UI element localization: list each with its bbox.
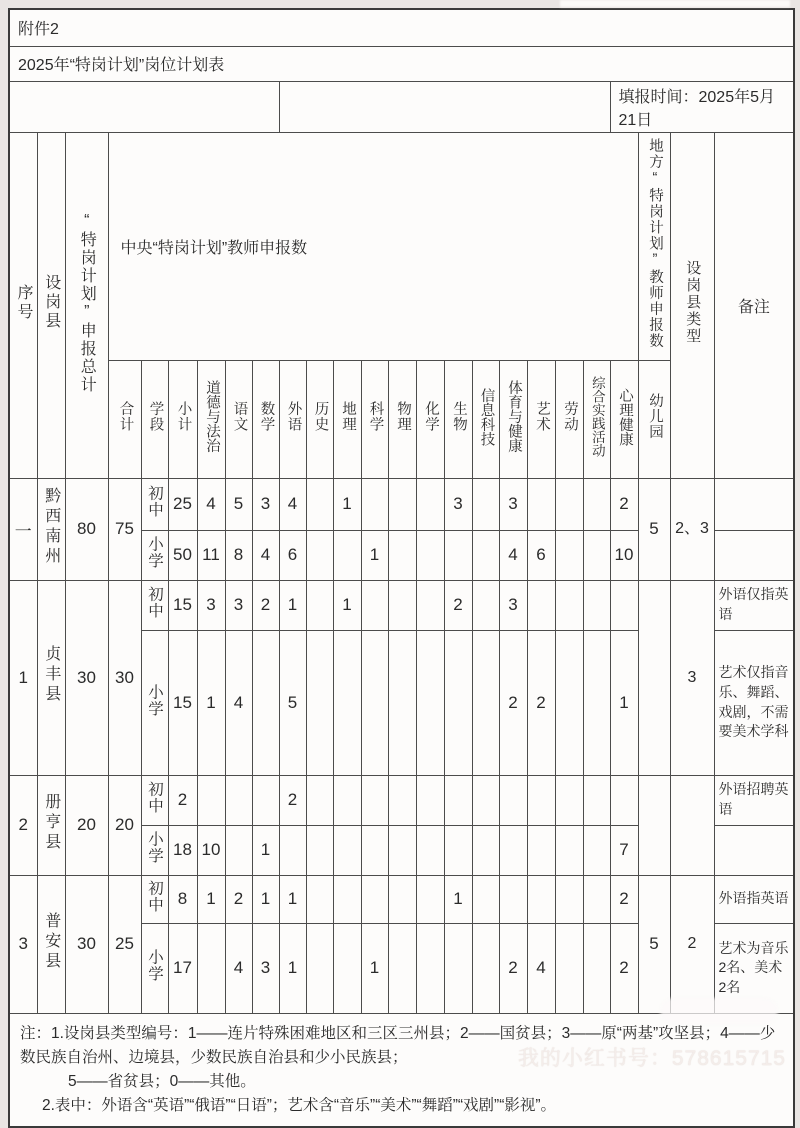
value-cell xyxy=(583,875,610,923)
col-header-total-label: “特岗计划”申报总计 xyxy=(78,211,96,394)
value-cell xyxy=(306,478,333,530)
sum-cell: 75 xyxy=(108,478,141,580)
col-header-county-label: 设岗县 xyxy=(42,274,60,331)
value-cell: 1 xyxy=(610,630,638,775)
value-cell xyxy=(306,580,333,630)
value-cell xyxy=(388,875,416,923)
value-cell: 15 xyxy=(168,580,197,630)
value-cell: 4 xyxy=(527,923,555,1013)
value-cell: 8 xyxy=(168,875,197,923)
value-cell xyxy=(444,630,472,775)
col-header-youeryuan-label: 幼儿园 xyxy=(646,393,663,440)
value-cell: 1 xyxy=(197,630,225,775)
value-cell xyxy=(555,630,583,775)
remark-cell: 艺术仅指音乐、舞蹈、戏剧，不需要美术学科 xyxy=(714,630,794,775)
type-cell: 3 xyxy=(670,580,714,775)
col-header-heji xyxy=(108,360,141,478)
value-cell xyxy=(555,478,583,530)
value-cell: 18 xyxy=(168,825,197,875)
remark-cell xyxy=(714,825,794,875)
type-cell: 2 xyxy=(670,875,714,1013)
col-header-laodong xyxy=(555,360,583,478)
value-cell xyxy=(388,775,416,825)
value-cell xyxy=(499,825,527,875)
stage-label xyxy=(141,825,168,875)
blank-cell xyxy=(279,81,610,132)
stage-label-text: 初中 xyxy=(146,586,164,619)
kindergarten-cell: 5 xyxy=(638,478,670,580)
value-cell xyxy=(527,580,555,630)
value-cell xyxy=(472,775,499,825)
value-cell: 1 xyxy=(279,580,306,630)
col-header-lishi xyxy=(306,360,333,478)
value-cell: 6 xyxy=(279,530,306,580)
remark-cell xyxy=(714,530,794,580)
col-header-shengwu xyxy=(444,360,472,478)
remark-cell: 外语招聘英语 xyxy=(714,775,794,825)
col-header-no xyxy=(9,132,37,478)
value-cell xyxy=(444,775,472,825)
value-cell xyxy=(583,580,610,630)
document-sheet xyxy=(8,8,792,1128)
value-cell xyxy=(527,875,555,923)
value-cell xyxy=(610,775,638,825)
stage-label-text: 初中 xyxy=(146,880,164,913)
value-cell xyxy=(472,825,499,875)
value-cell: 4 xyxy=(252,530,279,580)
value-cell: 1 xyxy=(361,530,388,580)
col-header-huaxue-label: 化学 xyxy=(422,401,439,432)
fill-date-label: 填报时间：2025年5月21日 xyxy=(610,81,794,132)
value-cell xyxy=(583,478,610,530)
value-cell: 50 xyxy=(168,530,197,580)
value-cell: 3 xyxy=(444,478,472,530)
value-cell xyxy=(416,825,444,875)
value-cell xyxy=(555,825,583,875)
value-cell xyxy=(555,923,583,1013)
value-cell: 3 xyxy=(252,923,279,1013)
kindergarten-cell xyxy=(638,580,670,775)
note-line-1: 注：1.设岗县类型编号：1——连片特殊困难地区和三区三州县；2——国贫县；3——原“两基”攻坚县；4——少数民族自治州、边境县，少数民族自治县和少小民族县； xyxy=(20,1024,776,1066)
value-cell: 1 xyxy=(252,875,279,923)
stage-label-text: 小学 xyxy=(146,949,164,982)
value-cell xyxy=(416,923,444,1013)
county-name-label: 册亨县 xyxy=(42,792,60,853)
col-header-daode-label: 道德与法治 xyxy=(203,380,220,453)
col-header-tiyu xyxy=(499,360,527,478)
value-cell xyxy=(333,923,361,1013)
col-header-yishu xyxy=(527,360,555,478)
value-cell xyxy=(306,530,333,580)
row-number: 2 xyxy=(9,775,37,875)
col-header-total xyxy=(65,132,108,478)
value-cell xyxy=(583,923,610,1013)
col-header-xinxi-label: 信息科技 xyxy=(478,387,495,446)
sum-cell: 25 xyxy=(108,875,141,1013)
value-cell: 2 xyxy=(527,630,555,775)
remark-cell: 外语仅指英语 xyxy=(714,580,794,630)
col-header-type-label: 设岗县类型 xyxy=(684,260,702,345)
value-cell xyxy=(333,775,361,825)
type-cell: 2、3 xyxy=(670,478,714,580)
value-cell xyxy=(499,775,527,825)
value-cell xyxy=(583,630,610,775)
value-cell xyxy=(555,875,583,923)
note-line-3: 2.表中：外语含“英语”“俄语”“日语”；艺术含“音乐”“美术”“舞蹈”“戏剧”“影视”。 xyxy=(42,1096,557,1114)
value-cell xyxy=(306,825,333,875)
value-cell: 17 xyxy=(168,923,197,1013)
col-header-wuli-label: 物理 xyxy=(394,401,411,432)
total-cell: 20 xyxy=(65,775,108,875)
value-cell xyxy=(388,630,416,775)
value-cell xyxy=(306,875,333,923)
stage-label-text: 小学 xyxy=(146,536,164,569)
value-cell: 10 xyxy=(610,530,638,580)
county-name xyxy=(37,580,65,775)
post-plan-table xyxy=(8,8,795,1128)
value-cell xyxy=(444,530,472,580)
county-name xyxy=(37,478,65,580)
col-header-wuli xyxy=(388,360,416,478)
value-cell xyxy=(527,825,555,875)
value-cell: 1 xyxy=(252,825,279,875)
value-cell: 3 xyxy=(499,478,527,530)
col-header-zonghe-label: 综合实践活动 xyxy=(589,376,605,457)
value-cell: 11 xyxy=(197,530,225,580)
value-cell: 2 xyxy=(499,923,527,1013)
value-cell: 2 xyxy=(225,875,252,923)
value-cell xyxy=(333,630,361,775)
value-cell: 1 xyxy=(333,580,361,630)
value-cell xyxy=(306,923,333,1013)
value-cell xyxy=(472,478,499,530)
value-cell: 1 xyxy=(197,875,225,923)
stage-label xyxy=(141,630,168,775)
col-header-yishu-label: 艺术 xyxy=(533,401,550,432)
value-cell xyxy=(416,630,444,775)
row-number: 一 xyxy=(9,478,37,580)
value-cell xyxy=(361,825,388,875)
stage-label-text: 初中 xyxy=(146,781,164,814)
stage-label xyxy=(141,875,168,923)
watermark-text: 我的小红书号：578615715 xyxy=(517,1047,786,1070)
stage-label xyxy=(141,775,168,825)
col-header-zonghe xyxy=(583,360,610,478)
col-header-dili-label: 地理 xyxy=(339,401,356,432)
value-cell xyxy=(279,825,306,875)
col-header-xinxi xyxy=(472,360,499,478)
stage-label xyxy=(141,530,168,580)
stage-label-text: 初中 xyxy=(146,485,164,518)
notes-cell xyxy=(9,1013,794,1127)
col-header-xinli-label: 心理健康 xyxy=(616,387,633,446)
note-line-2: 5——省贫县；0——其他。 xyxy=(68,1072,256,1090)
value-cell xyxy=(472,580,499,630)
col-header-remark: 备注 xyxy=(714,132,794,478)
value-cell: 1 xyxy=(444,875,472,923)
county-name-label: 普安县 xyxy=(42,911,60,972)
remark-cell xyxy=(714,478,794,530)
value-cell: 25 xyxy=(168,478,197,530)
stage-label xyxy=(141,478,168,530)
total-cell: 30 xyxy=(65,875,108,1013)
remark-cell: 外语指英语 xyxy=(714,875,794,923)
stage-label xyxy=(141,923,168,1013)
value-cell: 2 xyxy=(444,580,472,630)
value-cell xyxy=(388,923,416,1013)
value-cell xyxy=(333,875,361,923)
col-header-waiyu xyxy=(279,360,306,478)
value-cell xyxy=(388,530,416,580)
value-cell xyxy=(610,580,638,630)
value-cell xyxy=(333,825,361,875)
value-cell xyxy=(333,530,361,580)
watermark-blur-top xyxy=(560,0,790,7)
value-cell xyxy=(583,825,610,875)
col-header-tiyu-label: 体育与健康 xyxy=(505,380,522,453)
county-name xyxy=(37,875,65,1013)
stage-label-text: 小学 xyxy=(146,831,164,864)
col-header-yuwen-label: 语文 xyxy=(231,401,248,432)
value-cell: 15 xyxy=(168,630,197,775)
col-header-laodong-label: 劳动 xyxy=(561,401,578,432)
total-cell: 30 xyxy=(65,580,108,775)
col-header-xiaoji-label: 小计 xyxy=(175,401,192,432)
value-cell: 4 xyxy=(197,478,225,530)
county-name-label: 贞丰县 xyxy=(42,645,60,705)
value-cell xyxy=(361,875,388,923)
value-cell xyxy=(416,580,444,630)
value-cell xyxy=(361,478,388,530)
value-cell xyxy=(225,775,252,825)
value-cell xyxy=(416,875,444,923)
col-header-lishi-label: 历史 xyxy=(312,401,329,432)
value-cell xyxy=(416,775,444,825)
value-cell xyxy=(444,825,472,875)
col-header-xueduan xyxy=(141,360,168,478)
value-cell xyxy=(555,775,583,825)
value-cell: 4 xyxy=(225,630,252,775)
value-cell xyxy=(225,825,252,875)
col-header-local xyxy=(638,132,670,360)
stage-label xyxy=(141,580,168,630)
row-number: 3 xyxy=(9,875,37,1013)
col-header-no-label: 序号 xyxy=(15,283,33,322)
col-header-heji-label: 合计 xyxy=(117,401,134,432)
col-header-type xyxy=(670,132,714,478)
value-cell xyxy=(388,580,416,630)
value-cell: 2 xyxy=(168,775,197,825)
value-cell xyxy=(555,580,583,630)
page-title: 2025年“特岗计划”岗位计划表 xyxy=(9,46,794,81)
col-header-xiaoji xyxy=(168,360,197,478)
value-cell xyxy=(583,775,610,825)
col-header-shengwu-label: 生物 xyxy=(450,401,467,432)
col-header-local-label: 地方“特岗计划”教师申报数 xyxy=(646,138,663,349)
value-cell xyxy=(388,478,416,530)
value-cell: 2 xyxy=(610,923,638,1013)
value-cell xyxy=(527,478,555,530)
col-header-shuxue xyxy=(252,360,279,478)
blank-cell xyxy=(9,81,279,132)
value-cell xyxy=(361,580,388,630)
col-header-shuxue-label: 数学 xyxy=(258,401,275,432)
value-cell xyxy=(361,775,388,825)
value-cell: 4 xyxy=(225,923,252,1013)
value-cell: 8 xyxy=(225,530,252,580)
value-cell xyxy=(197,775,225,825)
value-cell xyxy=(306,775,333,825)
value-cell: 1 xyxy=(279,923,306,1013)
value-cell xyxy=(252,630,279,775)
value-cell: 2 xyxy=(499,630,527,775)
stage-label-text: 小学 xyxy=(146,683,164,717)
county-name-label: 黔西南州 xyxy=(42,486,60,567)
value-cell xyxy=(361,630,388,775)
value-cell: 3 xyxy=(499,580,527,630)
value-cell: 7 xyxy=(610,825,638,875)
value-cell: 4 xyxy=(279,478,306,530)
col-header-daode xyxy=(197,360,225,478)
col-header-xueduan-label: 学段 xyxy=(147,401,164,432)
col-header-dili xyxy=(333,360,361,478)
value-cell: 5 xyxy=(225,478,252,530)
kindergarten-cell: 5 xyxy=(638,875,670,1013)
value-cell: 1 xyxy=(333,478,361,530)
value-cell xyxy=(472,875,499,923)
value-cell xyxy=(197,923,225,1013)
col-header-central: 中央“特岗计划”教师申报数 xyxy=(108,132,638,360)
value-cell xyxy=(583,530,610,580)
col-header-kexue-label: 科学 xyxy=(367,401,384,432)
col-header-yuwen xyxy=(225,360,252,478)
value-cell xyxy=(472,530,499,580)
attachment-label: 附件2 xyxy=(9,9,794,46)
type-cell xyxy=(670,775,714,875)
value-cell: 2 xyxy=(610,478,638,530)
kindergarten-cell xyxy=(638,775,670,875)
col-header-kexue xyxy=(361,360,388,478)
value-cell xyxy=(416,478,444,530)
value-cell xyxy=(472,923,499,1013)
value-cell: 1 xyxy=(361,923,388,1013)
remark-cell: 艺术为音乐2名、美术2名 xyxy=(714,923,794,1013)
value-cell: 6 xyxy=(527,530,555,580)
value-cell: 4 xyxy=(499,530,527,580)
value-cell: 3 xyxy=(225,580,252,630)
value-cell xyxy=(472,630,499,775)
value-cell xyxy=(416,530,444,580)
value-cell xyxy=(252,775,279,825)
value-cell xyxy=(388,825,416,875)
county-name xyxy=(37,775,65,875)
value-cell: 1 xyxy=(279,875,306,923)
value-cell xyxy=(306,630,333,775)
value-cell: 3 xyxy=(252,478,279,530)
sum-cell: 30 xyxy=(108,580,141,775)
value-cell xyxy=(527,775,555,825)
value-cell: 3 xyxy=(197,580,225,630)
value-cell: 2 xyxy=(279,775,306,825)
col-header-youeryuan xyxy=(638,360,670,478)
value-cell: 2 xyxy=(252,580,279,630)
value-cell xyxy=(555,530,583,580)
col-header-huaxue xyxy=(416,360,444,478)
row-number: 1 xyxy=(9,580,37,775)
col-header-xinli xyxy=(610,360,638,478)
col-header-waiyu-label: 外语 xyxy=(285,401,302,432)
total-cell: 80 xyxy=(65,478,108,580)
value-cell: 2 xyxy=(610,875,638,923)
value-cell: 5 xyxy=(279,630,306,775)
value-cell xyxy=(444,923,472,1013)
sum-cell: 20 xyxy=(108,775,141,875)
col-header-county xyxy=(37,132,65,478)
value-cell: 10 xyxy=(197,825,225,875)
value-cell xyxy=(499,875,527,923)
